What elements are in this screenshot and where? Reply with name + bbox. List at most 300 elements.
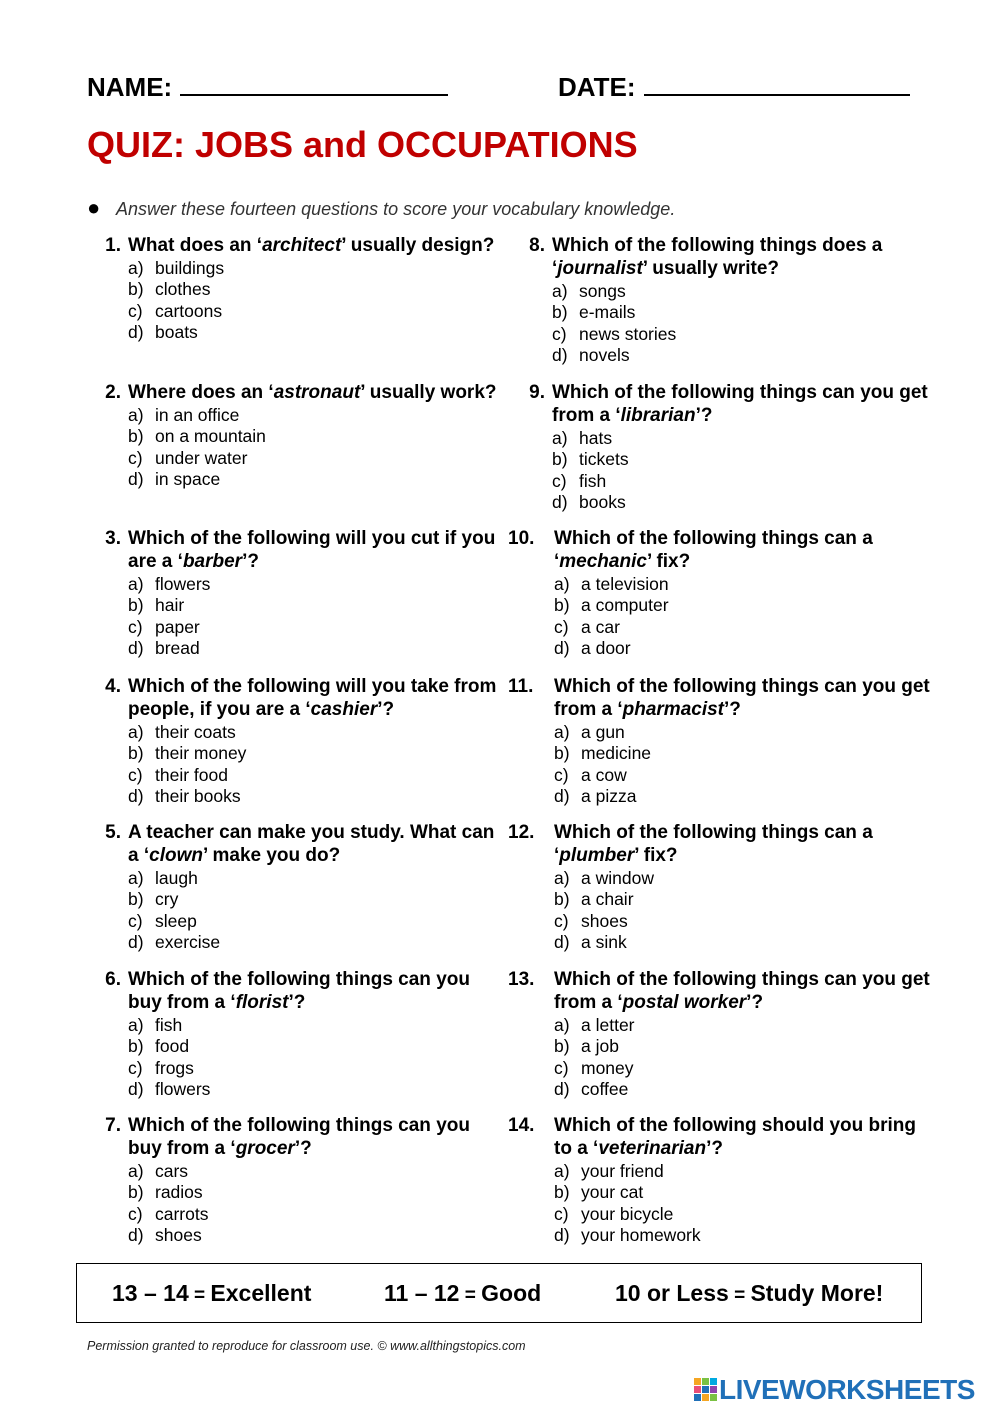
score-range: 11 – 12 [384, 1280, 460, 1306]
question-text-pre: Which of the following will you cut if you are a ‘ [128, 528, 496, 572]
option-text: flowers [155, 1078, 211, 1099]
occupation-word: astronaut [273, 382, 361, 403]
option-text: coffee [581, 1078, 629, 1099]
option-text: hats [579, 428, 613, 448]
question-prompt [529, 234, 932, 280]
question-number: 6. [105, 969, 121, 990]
option-text: their books [155, 785, 241, 806]
option-text: in space [155, 468, 221, 489]
option-letter: b) [128, 279, 144, 300]
question-9 [529, 381, 932, 513]
option-letter: a) [128, 1161, 144, 1181]
question-number: 2. [105, 382, 121, 403]
answer-option[interactable] [554, 765, 934, 786]
question-text-pre: Which of the following things can you buy from a ‘ [128, 969, 470, 1013]
option-letter: c) [554, 1057, 569, 1078]
option-letter: c) [128, 910, 143, 931]
answer-option[interactable] [554, 638, 934, 659]
option-text: flowers [155, 574, 211, 594]
question-number: 4. [105, 676, 121, 697]
score-good [384, 1280, 541, 1307]
question-number: 5. [105, 822, 121, 843]
answer-option[interactable] [554, 932, 934, 953]
question-text [128, 382, 497, 403]
question-number: 12. [508, 822, 535, 843]
answer-option[interactable] [554, 1204, 934, 1225]
question-7 [105, 1114, 508, 1246]
question-prompt [508, 1114, 934, 1160]
option-letter: b) [554, 1182, 570, 1203]
answer-options [552, 428, 932, 513]
score-range: 13 – 14 [112, 1280, 189, 1306]
option-letter: c) [552, 323, 567, 344]
score-equals: = [459, 1285, 482, 1306]
answer-option[interactable] [128, 426, 508, 447]
option-text: boats [155, 321, 198, 342]
bullet-icon: ● [87, 195, 101, 220]
option-letter: a) [552, 428, 568, 448]
option-letter: c) [128, 300, 143, 321]
option-text: clothes [155, 279, 211, 300]
option-text: a gun [581, 722, 625, 742]
answer-option[interactable] [552, 281, 932, 302]
option-letter: c) [554, 1203, 569, 1224]
question-number: 9. [529, 382, 545, 403]
question-prompt [508, 675, 934, 721]
answer-options [554, 574, 934, 659]
option-letter: c) [128, 616, 143, 637]
score-equals: = [728, 1285, 751, 1306]
question-text-post: ’? [746, 992, 764, 1013]
score-label: Excellent [210, 1280, 312, 1306]
question-prompt [508, 968, 934, 1014]
question-1 [105, 234, 508, 343]
question-text-pre: Which of the following should you bring to a ‘ [554, 1115, 917, 1159]
answer-option[interactable] [554, 1161, 934, 1182]
option-letter: c) [554, 910, 569, 931]
option-letter: d) [128, 1224, 144, 1245]
option-letter: a) [128, 258, 144, 278]
option-text: bread [155, 637, 200, 658]
option-letter: a) [128, 1015, 144, 1035]
option-letter: b) [552, 302, 568, 323]
question-text-pre: Which of the following will you take from people, if you are a ‘ [128, 676, 497, 720]
option-letter: b) [128, 1182, 144, 1203]
option-letter: a) [128, 868, 144, 888]
option-letter: a) [552, 281, 568, 301]
question-text-post: ’? [242, 551, 259, 572]
question-number: 7. [105, 1115, 121, 1136]
option-letter: b) [554, 743, 570, 764]
answer-option[interactable] [554, 1182, 934, 1203]
option-letter: d) [554, 931, 570, 952]
option-letter: c) [554, 616, 569, 637]
answer-option[interactable] [554, 595, 934, 616]
date-label: DATE: [558, 72, 636, 102]
option-letter: b) [128, 595, 144, 616]
answer-option[interactable] [128, 1015, 508, 1036]
answer-option[interactable] [128, 638, 508, 659]
answer-option[interactable] [128, 1058, 508, 1079]
answer-options [128, 405, 508, 490]
option-text: cartoons [155, 300, 223, 321]
option-text: a pizza [581, 785, 637, 806]
option-text: a television [581, 574, 669, 594]
answer-option[interactable] [128, 617, 508, 638]
answer-option[interactable] [552, 471, 932, 492]
option-letter: d) [554, 785, 570, 806]
question-text [128, 676, 496, 720]
answer-option[interactable] [554, 868, 934, 889]
occupation-word: librarian [620, 405, 696, 426]
option-letter: d) [552, 344, 568, 365]
option-letter: d) [554, 637, 570, 658]
answer-option[interactable] [128, 574, 508, 595]
score-legend [76, 1263, 922, 1323]
option-letter: c) [128, 1203, 143, 1224]
option-text: tickets [579, 449, 629, 470]
occupation-word: cashier [310, 699, 378, 720]
option-letter: a) [554, 868, 570, 888]
answer-option[interactable] [554, 722, 934, 743]
question-text [128, 822, 494, 866]
answer-option[interactable] [128, 786, 508, 807]
score-label: Study More! [750, 1280, 884, 1306]
answer-options [128, 722, 508, 807]
option-letter: a) [554, 1015, 570, 1035]
option-text: carrots [155, 1203, 209, 1224]
answer-option[interactable] [552, 345, 932, 366]
occupation-word: veterinarian [598, 1138, 707, 1159]
date-blank-line[interactable] [644, 70, 910, 96]
question-text-pre: Which of the following things can you buy from a ‘ [128, 1115, 470, 1159]
question-number: 14. [508, 1115, 535, 1136]
answer-option[interactable] [554, 574, 934, 595]
occupation-word: clown [149, 845, 203, 866]
option-letter: a) [554, 574, 570, 594]
question-text-post: ’? [377, 699, 395, 720]
question-text [128, 235, 494, 256]
answer-option[interactable] [128, 889, 508, 910]
question-number: 13. [508, 969, 535, 990]
answer-option[interactable] [552, 492, 932, 513]
question-2 [105, 381, 508, 490]
option-text: medicine [581, 743, 652, 764]
answer-option[interactable] [554, 1015, 934, 1036]
answer-option[interactable] [128, 1182, 508, 1203]
copyright-footer: Permission granted to reproduce for classroom use. © www.allthingstopics.com [87, 1339, 526, 1353]
answer-options [554, 868, 934, 953]
option-text: in an office [155, 405, 240, 425]
question-text-pre: Which of the following things can you get from a ‘ [552, 382, 928, 426]
answer-options [552, 281, 932, 366]
question-text-post: ’ fix? [634, 845, 678, 866]
question-14 [508, 1114, 934, 1246]
option-text: hair [155, 595, 185, 616]
answer-option[interactable] [128, 258, 508, 279]
occupation-word: grocer [235, 1138, 295, 1159]
answer-options [554, 1161, 934, 1246]
option-text: on a mountain [155, 426, 266, 447]
answer-option[interactable] [554, 786, 934, 807]
option-letter: c) [128, 764, 143, 785]
question-text [552, 235, 882, 279]
option-letter: b) [554, 595, 570, 616]
question-text [554, 969, 930, 1013]
option-text: shoes [581, 910, 628, 931]
question-text-post: ’ make you do? [202, 845, 341, 866]
answer-options [128, 574, 508, 659]
question-10 [508, 527, 934, 659]
page-title: QUIZ: JOBS and OCCUPATIONS [87, 124, 638, 165]
option-letter: b) [128, 889, 144, 910]
option-text: sleep [155, 910, 197, 931]
occupation-word: florist [235, 992, 289, 1013]
answer-option[interactable] [128, 1036, 508, 1057]
question-prompt [508, 821, 934, 867]
option-text: your bicycle [581, 1203, 674, 1224]
option-letter: d) [128, 637, 144, 658]
option-letter: b) [128, 426, 144, 447]
option-text: a job [581, 1036, 619, 1057]
option-text: paper [155, 616, 200, 637]
occupation-word: plumber [559, 845, 635, 866]
answer-option[interactable] [128, 722, 508, 743]
answer-option[interactable] [128, 279, 508, 300]
option-letter: d) [128, 931, 144, 952]
occupation-word: barber [182, 551, 243, 572]
name-field[interactable] [87, 70, 448, 103]
answer-option[interactable] [552, 449, 932, 470]
question-prompt [105, 821, 508, 867]
option-letter: a) [554, 1161, 570, 1181]
question-text-pre: Which of the following things can a ‘ [554, 528, 873, 572]
answer-option[interactable] [128, 765, 508, 786]
option-letter: b) [554, 1036, 570, 1057]
question-text-post: ’? [294, 1138, 312, 1159]
question-text-pre: Which of the following things can a ‘ [554, 822, 873, 866]
question-prompt [105, 234, 508, 257]
score-label: Good [481, 1280, 542, 1306]
answer-option[interactable] [128, 1204, 508, 1225]
question-8 [529, 234, 932, 366]
instructions-text: Answer these fourteen questions to score your vocabulary knowledge. [116, 199, 676, 219]
answer-options [554, 1015, 934, 1100]
answer-option[interactable] [554, 617, 934, 638]
option-text: food [155, 1036, 190, 1057]
option-letter: c) [554, 764, 569, 785]
liveworksheets-logo-text: LIVEWORKSHEETS [719, 1374, 975, 1405]
option-letter: b) [128, 743, 144, 764]
option-letter: d) [128, 1078, 144, 1099]
name-label: NAME: [87, 72, 173, 102]
answer-options [128, 258, 508, 343]
answer-option[interactable] [128, 1079, 508, 1100]
question-text [128, 528, 495, 572]
option-letter: d) [128, 468, 144, 489]
score-study-more [615, 1280, 883, 1307]
answer-option[interactable] [128, 448, 508, 469]
option-text: songs [579, 281, 626, 301]
occupation-word: journalist [557, 258, 643, 279]
option-text: a computer [581, 595, 669, 616]
question-prompt [105, 968, 508, 1014]
answer-option[interactable] [128, 469, 508, 490]
answer-option[interactable] [128, 595, 508, 616]
answer-options [128, 868, 508, 953]
option-text: cry [155, 889, 179, 910]
liveworksheets-logo-icon [693, 1377, 719, 1403]
question-text [554, 676, 930, 720]
option-text: a door [581, 637, 631, 658]
answer-option[interactable] [554, 743, 934, 764]
option-letter: a) [554, 722, 570, 742]
question-text-pre: What does an ‘ [128, 235, 263, 256]
question-text-post: ’ usually design? [341, 235, 495, 256]
occupation-word: pharmacist [622, 699, 724, 720]
option-letter: d) [128, 321, 144, 342]
question-11 [508, 675, 934, 807]
answer-option[interactable] [554, 1058, 934, 1079]
option-text: fish [579, 470, 607, 491]
question-text-post: ’? [724, 699, 741, 720]
option-text: a cow [581, 764, 627, 785]
instructions [87, 195, 675, 221]
question-3 [105, 527, 508, 659]
occupation-word: architect [262, 235, 342, 256]
option-text: buildings [155, 258, 225, 278]
score-excellent [112, 1280, 311, 1307]
option-text: e-mails [579, 302, 636, 323]
option-text: laugh [155, 868, 198, 888]
question-12 [508, 821, 934, 953]
question-number: 1. [105, 235, 121, 256]
answer-option[interactable] [128, 932, 508, 953]
option-letter: d) [128, 785, 144, 806]
occupation-word: postal worker [622, 992, 747, 1013]
option-text: frogs [155, 1057, 194, 1078]
option-text: their money [155, 743, 247, 764]
option-text: news stories [579, 323, 677, 344]
score-range: 10 or Less [615, 1280, 729, 1306]
answer-option[interactable] [552, 324, 932, 345]
question-prompt [105, 675, 508, 721]
option-text: radios [155, 1182, 203, 1203]
option-text: a window [581, 868, 654, 888]
answer-option[interactable] [128, 301, 508, 322]
question-text-pre: A teacher can make you study. What can a ‘ [128, 822, 495, 866]
question-text [128, 1115, 470, 1159]
answer-option[interactable] [128, 868, 508, 889]
option-text: fish [155, 1015, 183, 1035]
option-letter: a) [128, 405, 144, 425]
option-text: exercise [155, 931, 221, 952]
option-text: your friend [581, 1161, 664, 1181]
question-number: 8. [529, 235, 545, 256]
question-text-post: ’? [288, 992, 306, 1013]
question-number: 3. [105, 528, 121, 549]
answer-option[interactable] [128, 911, 508, 932]
answer-option[interactable] [128, 322, 508, 343]
option-text: books [579, 491, 626, 512]
date-field[interactable] [558, 70, 910, 103]
option-text: their coats [155, 722, 236, 742]
answer-option[interactable] [128, 1161, 508, 1182]
name-blank-line[interactable] [180, 70, 448, 96]
option-letter: b) [128, 1036, 144, 1057]
answer-options [128, 1015, 508, 1100]
header [87, 70, 917, 106]
question-text [554, 1115, 916, 1159]
option-letter: c) [128, 447, 143, 468]
option-letter: c) [128, 1057, 143, 1078]
option-text: their food [155, 764, 228, 785]
answer-option[interactable] [554, 911, 934, 932]
question-text [552, 382, 928, 426]
question-prompt [529, 381, 932, 427]
question-prompt [508, 527, 934, 573]
option-letter: a) [128, 574, 144, 594]
question-text-post: ’ fix? [646, 551, 691, 572]
option-letter: a) [128, 722, 144, 742]
option-text: under water [155, 447, 248, 468]
question-text [554, 822, 873, 866]
question-text-pre: Which of the following things does a ‘ [552, 235, 883, 279]
occupation-word: mechanic [559, 551, 647, 572]
option-letter: d) [554, 1224, 570, 1245]
question-text [128, 969, 470, 1013]
answer-option[interactable] [128, 743, 508, 764]
question-number: 11. [508, 676, 534, 697]
option-text: a letter [581, 1015, 635, 1035]
option-letter: b) [554, 889, 570, 910]
option-text: money [581, 1057, 634, 1078]
question-text-pre: Which of the following things can you get from a ‘ [554, 676, 930, 720]
question-number: 10. [508, 528, 535, 549]
answer-option[interactable] [554, 1079, 934, 1100]
option-text: your cat [581, 1182, 644, 1203]
answer-option[interactable] [554, 889, 934, 910]
option-text: a car [581, 616, 620, 637]
answer-option[interactable] [552, 428, 932, 449]
option-text: novels [579, 344, 630, 365]
question-text-post: ’? [706, 1138, 723, 1159]
option-text: shoes [155, 1224, 202, 1245]
answer-option[interactable] [554, 1225, 934, 1246]
question-text-post: ’ usually write? [642, 258, 780, 279]
question-text [554, 528, 873, 572]
score-equals: = [188, 1285, 211, 1306]
option-letter: c) [552, 470, 567, 491]
answer-options [554, 722, 934, 807]
answer-option[interactable] [128, 1225, 508, 1246]
question-prompt [105, 527, 508, 573]
option-text: a sink [581, 931, 627, 952]
question-6 [105, 968, 508, 1100]
answer-option[interactable] [554, 1036, 934, 1057]
option-text: a chair [581, 889, 634, 910]
option-letter: d) [554, 1078, 570, 1099]
question-text-pre: Which of the following things can you get from a ‘ [554, 969, 930, 1013]
answer-option[interactable] [552, 302, 932, 323]
question-prompt [105, 381, 508, 404]
question-prompt [105, 1114, 508, 1160]
answer-option[interactable] [128, 405, 508, 426]
answer-options [128, 1161, 508, 1246]
option-letter: b) [552, 449, 568, 470]
option-letter: d) [552, 491, 568, 512]
question-4 [105, 675, 508, 807]
